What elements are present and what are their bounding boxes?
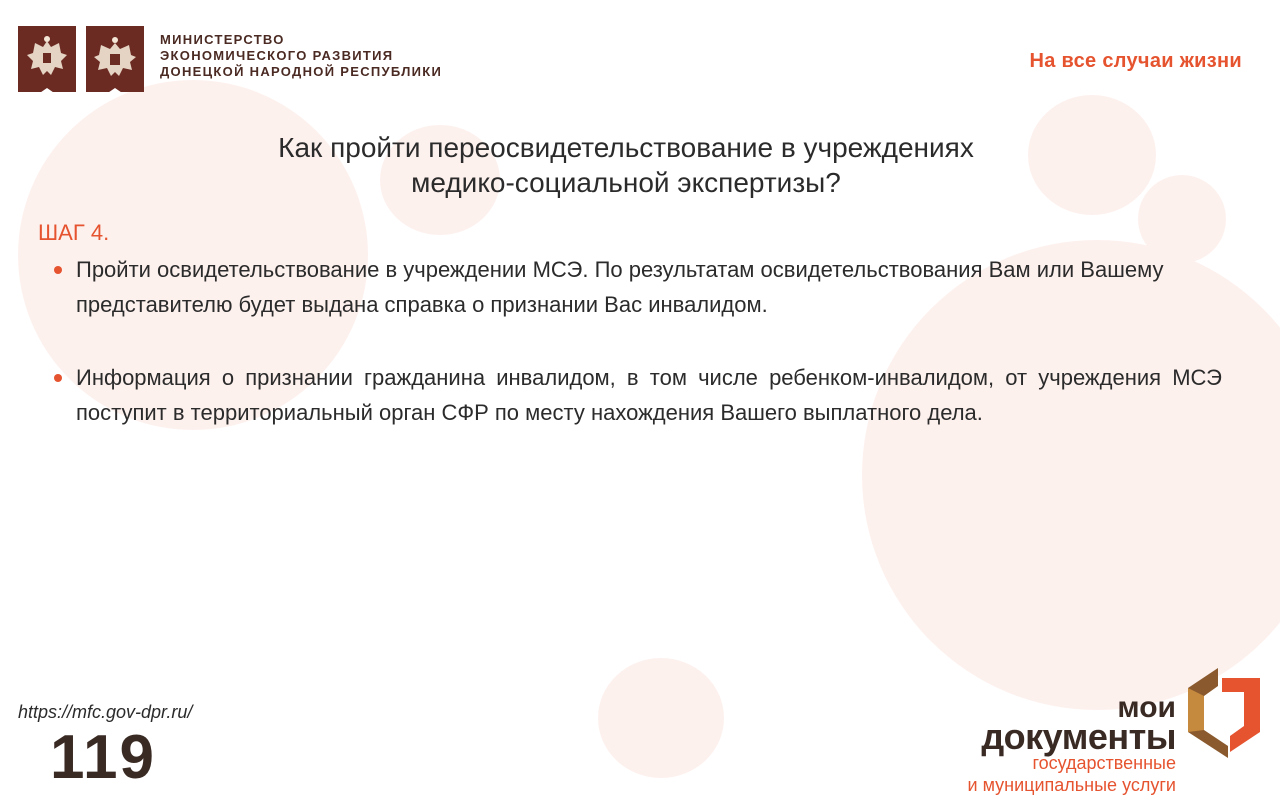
brand-documents: документы xyxy=(981,716,1176,757)
title-line: Как пройти переосвидетельствование в учреждениях xyxy=(278,132,974,163)
brand-subtitle: и муниципальные услуги xyxy=(967,775,1176,795)
list-item-text: Пройти освидетельствование в учреждении МСЭ. По результатам освидетельствования Вам или Вашему представителю будет выдана справка о признании Вас инвалидом. xyxy=(76,257,1164,317)
ministry-line: МИНИСТЕРСТВО xyxy=(160,32,285,47)
list-item xyxy=(52,360,1222,430)
brand-moi: мои xyxy=(1117,691,1176,724)
list-item xyxy=(52,252,1222,322)
header xyxy=(18,26,442,96)
title-line: медико-социальной экспертизы? xyxy=(411,167,841,198)
page-number: 119 xyxy=(50,723,157,792)
bullet-list xyxy=(52,252,1222,430)
decor-circle xyxy=(598,658,724,778)
bullet-dot-icon xyxy=(54,266,62,274)
bullet-dot-icon xyxy=(54,374,62,382)
brand-subtitle: государственные xyxy=(1032,753,1176,773)
ministry-line: ДОНЕЦКОЙ НАРОДНОЙ РЕСПУБЛИКИ xyxy=(160,64,443,79)
brand-logo-text xyxy=(967,691,1176,796)
dpr-emblem-icon xyxy=(86,26,144,92)
russia-emblem-icon xyxy=(18,26,76,92)
moi-dokumenty-logo-icon xyxy=(1188,668,1260,758)
page-title xyxy=(0,130,1252,200)
list-item-text: Информация о признании гражданина инвалидом, в том числе ребенком-инвалидом, от учреждения МСЭ поступит в территориальный орган СФР по месту нахождения Вашего выплатного дела. xyxy=(76,365,1222,425)
ministry-line: ЭКОНОМИЧЕСКОГО РАЗВИТИЯ xyxy=(160,48,394,63)
ministry-name xyxy=(160,26,442,80)
step-label: ШАГ 4. xyxy=(38,220,110,245)
tagline: На все случаи жизни xyxy=(1029,50,1242,72)
site-url[interactable]: https://mfc.gov-dpr.ru/ xyxy=(18,702,193,722)
